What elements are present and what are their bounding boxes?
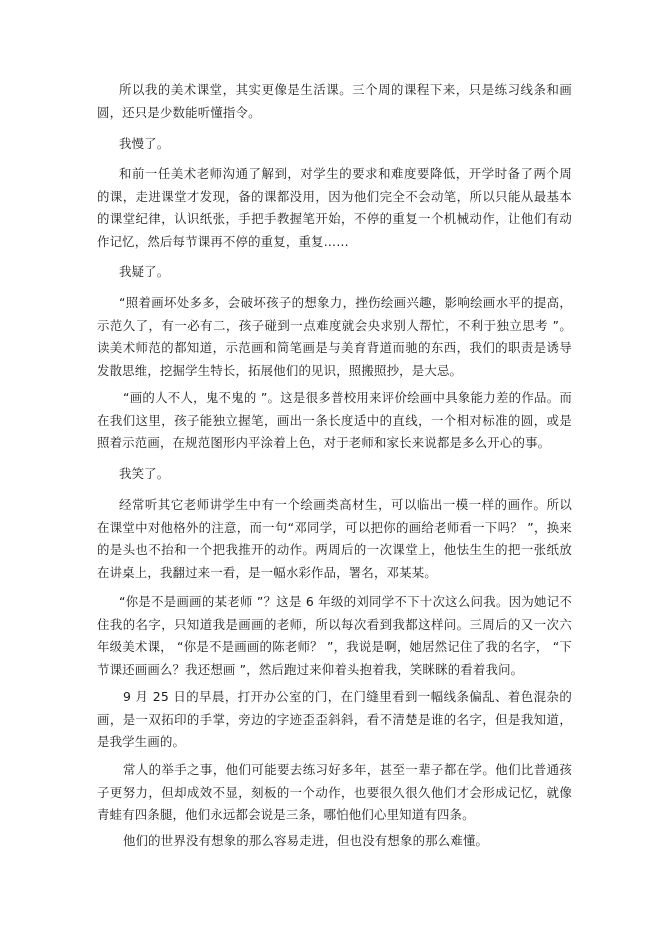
paragraph-5: “照着画坏处多多，会破坏孩子的想象力，挫伤绘画兴趣，影响绘画水平的提高，示范久了，有一必有二，孩子碰到一点难度就会央求别人帮忙，不利于独立思考 ”。读美术师范的都知道，示范画和简笔画是与美育背道而驰的东西，我们的职责是诱导发散思维，挖掘学生特长，拓展他们的见识，照搬照抄，是大忌。 [97,295,572,378]
paragraph-9: “你是不是画画的某老师 ”？这是 6 年级的刘同学不下十次这么问我。因为她记不住我的名字，只知道我是画画的老师，所以每次看到我都这样问。三周后的又一次六年级美术课， “你是不是画画的陈老师？ ”，我说是啊，她居然记住了我的名字， “下节课还画画么？我还想画 ”，然后跑过来仰着头抱着我，笑眯眯的看着我问。 [97,594,572,677]
paragraph-3: 和前一任美术老师沟通了解到，对学生的要求和难度要降低，开学时备了两个周的课，走进课堂才发现，备的课都没用，因为他们完全不会动笔，所以只能从最基本的课堂纪律，认识纸张，手把手教握笔开始，不停的重复一个机械动作，让他们有动作记忆，然后每节课再不停的重复，重复…… [97,166,572,249]
paragraph-8: 经常听其它老师讲学生中有一个绘画类高材生，可以临出一模一样的画作。所以在课堂中对他格外的注意，而一句“邓同学，可以把你的画给老师看一下吗？ ”，换来的是头也不抬和一个把我推开的动作。两周后的一次课堂上，他怯生生的把一张纸放在讲桌上，我翻过来一看，是一幅水彩作品，署名，邓某某。 [97,497,572,580]
paragraph-10: 9 月 25 日的早晨，打开办公室的门，在门缝里看到一幅线条偏乱、着色混杂的画，是一双拓印的手掌，旁边的字迹歪歪斜斜，看不清楚是谁的名字，但是我知道，是我学生画的。 [97,689,572,749]
paragraph-4: 我疑了。 [119,264,170,279]
paragraph-12: 他们的世界没有想象的那么容易走进，但也没有想象的那么难懂。 [123,833,489,848]
paragraph-6: “画的人不人，鬼不鬼的 ”。这是很多普校用来评价绘画中具象能力差的作品。而在我们这里，孩子能独立握笔，画出一条长度适中的直线，一个相对标准的圆，或是照着示范画，在规范图形内平涂着上色，对于老师和家长来说都是多么开心的事。 [97,390,572,450]
paragraph-1: 所以我的美术课堂，其实更像是生活课。三个周的课程下来，只是练习线条和画圆，还只是少数能听懂指令。 [97,82,572,120]
paragraph-2: 我慢了。 [119,136,170,151]
paragraph-11: 常人的举手之事，他们可能要去练习好多年，甚至一辈子都在学。他们比普通孩子更努力，但却成效不显，刻板的一个动作，也要很久很久他们才会形成记忆，就像青蛙有四条腿，他们永远都会说是三条，哪怕他们心里知道有四条。 [97,762,572,822]
paragraph-7: 我笑了。 [119,466,170,481]
